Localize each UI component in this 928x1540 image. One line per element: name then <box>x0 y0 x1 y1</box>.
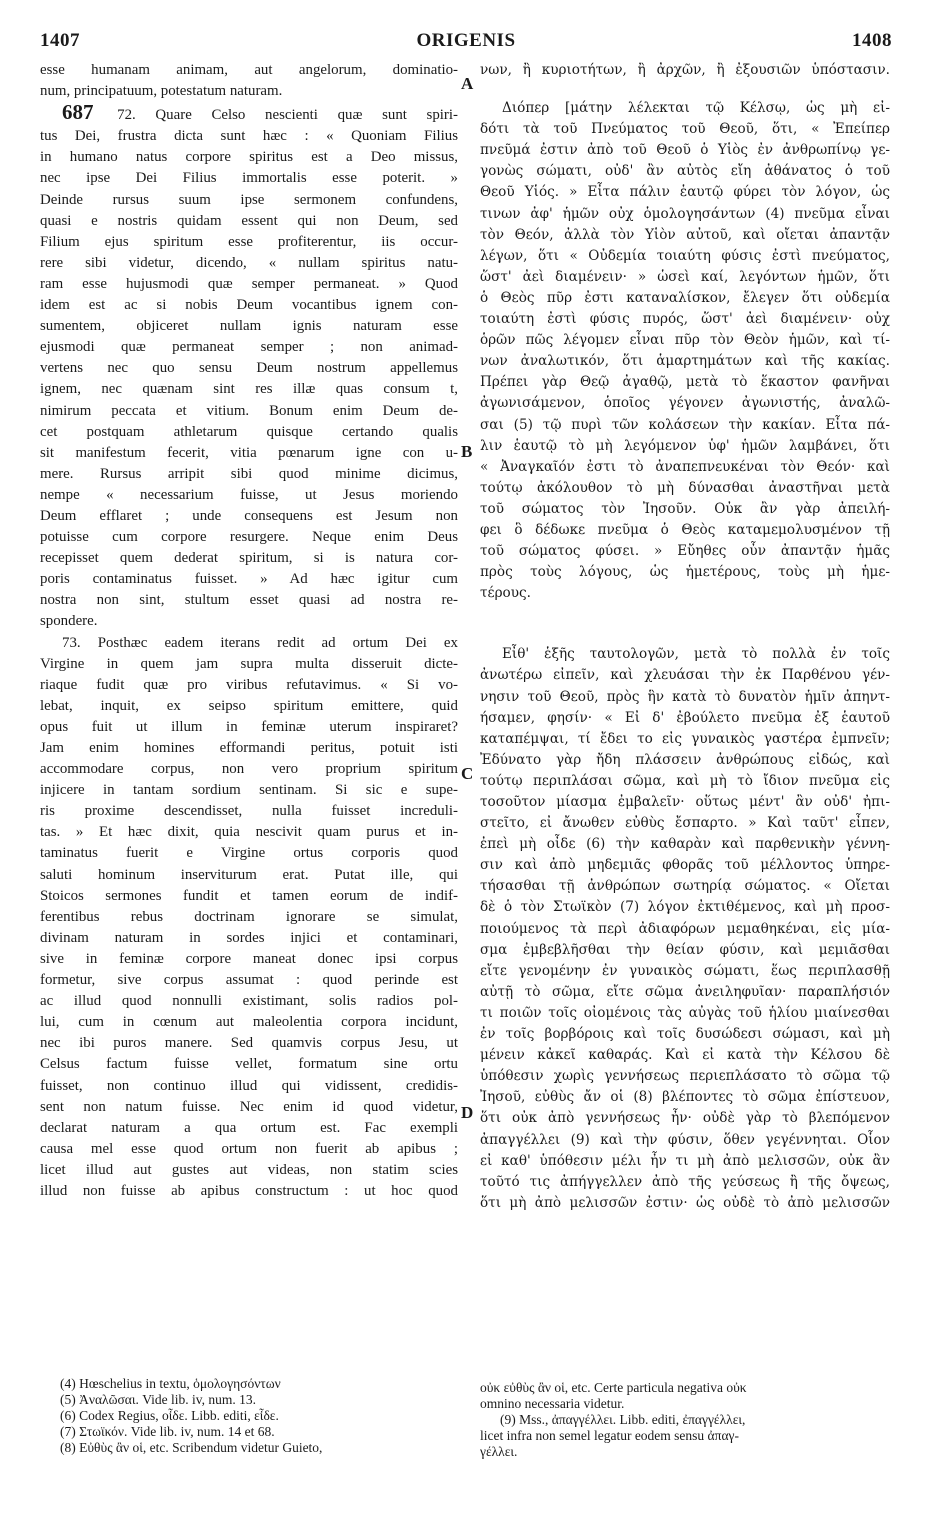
latin-line: num, principatuum, potestatum naturam. <box>40 83 283 100</box>
latin-line: fuisset, non continuo illud qui vidissent, credidis- <box>40 1077 458 1094</box>
latin-line: Stoicos sermones fundit et tamen eorum de indif- <box>40 887 458 904</box>
greek-line: Θεοῦ Υἱός. » Εἶτα πάλιν ἑαυτῷ φύρει τὸν λόγον, ὡς <box>480 184 890 201</box>
greek-line: σιν καὶ ἀπὸ μηδεμιᾶς φθορᾶς τοῦ μέλλοντος ὑπηρε- <box>480 857 890 874</box>
latin-line: nec ipse Dei Filius immortalis esse poterit. » <box>40 170 458 187</box>
greek-line: λιν ἑαυτῷ τὸ μὴ λεγόμενον ὑφ' ἡμῶν λαμβάνει, ὅτι <box>480 437 890 454</box>
footnote-line: (4) Hœschelius in textu, ὁμολογησόντων <box>60 1376 281 1391</box>
footnote-line: (5) Ἀναλῶσαι. Vide lib. iv, num. 13. <box>60 1392 257 1407</box>
latin-line: quasi e nostris quidam essent qui non Deum, sed <box>40 212 458 229</box>
latin-line: Celsus factum fuisse vellet, formatum sine ortu <box>40 1056 458 1073</box>
latin-line: vertens nec quo sensu Deum nostrum appellemus <box>40 360 458 377</box>
paragraph-72-opening: 72. Quare Celso nescienti quæ sunt spiri- <box>117 107 458 124</box>
latin-line: ris proxime descendisset, nulla fuisset increduli- <box>40 803 458 820</box>
greek-line: ὅτι μὴ ἀπὸ μελισσῶν ἐστιν· ὡς οὐδὲ τὸ ἀπὸ μελισσῶν <box>480 1194 890 1211</box>
latin-line: ignem, nec quænam sint res illæ quas consum t, <box>40 381 458 398</box>
latin-line: tus Dei, frustra dicta sunt hæc : « Quoniam Filius <box>40 128 458 145</box>
latin-line: ferentibus rebus doctrinam ignorare se simulat, <box>40 908 458 925</box>
latin-line: recepisset quem dederat spiritum, si is natura cor- <box>40 550 458 567</box>
latin-line: sive in feminæ corpore maneat donec ipsi corpus <box>40 950 458 967</box>
margin-letter-d: D <box>461 1103 474 1122</box>
greek-line: Πρέπει γὰρ Θεῷ ἀγαθῷ, μετὰ τὸ ἕκαστον φανῆναι <box>480 374 890 391</box>
greek-line: ἐπεὶ μὴ οἶδε (6) τὴν καθαρὰν καὶ παρθενικὴν γέννη- <box>480 836 890 853</box>
left-column-number: 1407 <box>40 30 80 51</box>
greek-line: μένειν κἀκεῖ καθαράς. Καὶ εἰ κατὰ τὴν Κέλσου δὲ <box>480 1047 890 1064</box>
latin-line: Jam enim homines efformandi peritus, potuit isti <box>40 740 458 756</box>
margin-letter-a: A <box>461 74 474 93</box>
greek-line: φει ὃ δέδωκε πνεῦμα ὁ Θεὸς καταμεμολυσμένον τῇ <box>480 521 890 538</box>
greek-line: σαι (5) τῷ πυρὶ τῶν κολάσεων τὴν κακίαν. Εἶτα πά- <box>480 416 890 433</box>
greek-line: τήσασθαι τῇ ἀνθρώπων σωτηρίᾳ σώματος. « Οἴεται <box>480 878 890 895</box>
greek-line: πρὸς τοὺς λόγους, ὡς ἡμετέρους, τοὺς μὴ ἡμε- <box>480 564 890 581</box>
latin-line: riaque fudit quæ pro viribus refutavimus. « Si vo- <box>40 676 458 693</box>
greek-line: τοῦτό τις ἀπήγγελλεν ἀπὸ τῆς γεύσεως ἢ τῆς ὄψεως, <box>480 1173 890 1190</box>
greek-line: ὑπόθεσιν χωρὶς γεννήσεως περιεπλάσατο τὸ σῶμα τῷ <box>480 1068 890 1085</box>
greek-line: στεῖτο, εἰ ἄνωθεν εὐθὺς ἔσπαρτο. » Καὶ ταῦτ' εἶπεν, <box>480 815 890 832</box>
greek-line: δὲ ὁ τὸν Στωϊκὸν (7) λόγον ἐκτιθέμενος, καὶ μὴ προσ- <box>480 899 890 916</box>
paragraph-72-first-line <box>40 102 458 126</box>
latin-line: opus fuit ut illum in feminæ uterum inspiraret? <box>40 718 458 735</box>
greek-line: σμα ἐμβεβλῆσθαι τὴν θείαν φύσιν, καὶ μεμιᾶσθαι <box>480 941 890 958</box>
greek-line: τινων ἀφ' ἡμῶν οὐχ ὁμολογησάντων (4) πνεῦμα εἶναι <box>480 205 890 222</box>
greek-line: αὐτῇ τὸ σῶμα, εἴτε σῶμα ἀνειληφυῖαν· παραπλήσιόν <box>480 983 890 1000</box>
greek-line: Εἶθ' ἑξῆς ταυτολογῶν, μετὰ τὸ πολλὰ ἐν τοῖς <box>502 646 890 663</box>
latin-line: formetur, sive corpus assumat : quod perinde est <box>40 972 458 989</box>
greek-line: Ἐδύνατο γὰρ ἤδη πλάσσειν ἀνθρώπους εἰδώς, καὶ <box>480 751 890 768</box>
latin-line: nostra non sint, stultum esset quasi ad nostra re- <box>40 592 458 609</box>
greek-column <box>480 60 890 1214</box>
section-number: 687 <box>62 102 94 125</box>
latin-line: licet illud aut gustes aut videas, non statim scies <box>40 1161 458 1178</box>
latin-line: poris contaminatus fuisset. » Ad hæc igitur cum <box>40 571 458 588</box>
greek-line: τὸν Θεόν, ἀλλὰ τὸν Υἱὸν αὐτοῦ, καὶ οἴεται ἀπαντᾷν <box>480 226 890 243</box>
latin-line: esse humanam animam, aut angelorum, dominatio- <box>40 62 458 78</box>
greek-line: ήσαμεν, φησίν· « Εἰ δ' ἐβούλετο πνεῦμα ἐξ ἑαυτοῦ <box>480 709 890 726</box>
margin-letter-b: B <box>461 442 473 461</box>
footnote-line: (7) Στωϊκόν. Vide lib. iv, num. 14 et 68. <box>60 1424 275 1439</box>
latin-line: ac illud quod nonnulli existimant, solis radios pol- <box>40 993 458 1010</box>
latin-column <box>40 60 458 1202</box>
greek-line: ὁρῶν πῶς λέγομεν εἶναι πῦρ τὸν Θεὸν ἡμῶν, καὶ τί- <box>480 332 890 349</box>
greek-line: εἴτε γενομένην ἐν γυναικὸς σώματι, ἕως περιπλασθῇ <box>480 962 890 979</box>
greek-line: Διόπερ [μάτην λέλεκται τῷ Κέλσῳ, ὡς μὴ εἰ- <box>502 100 890 117</box>
latin-line: nempe « necessarium fuisse, ut Jesus moriendo <box>40 486 458 503</box>
latin-line: injicere in tantam sordium sentinam. Si sic e supe- <box>40 782 458 799</box>
greek-line: τι ποιῶν τοῖς οἰομένοις τὰς αὐγὰς τοῦ ἡλίου μιαίνεσθαι <box>480 1004 890 1021</box>
latin-line: Filium ejus spiritum esse profiterentur, iis occur- <box>40 233 458 250</box>
latin-line: causa mel esse quod ortum non fuerit ab apibus ; <box>40 1140 458 1157</box>
greek-line: δότι τὰ τοῦ Πνεύματος τοῦ Θεοῦ, ὅτι, « Ἐπείπερ <box>480 121 890 138</box>
latin-line: nec ibi puros manere. Sed quamvis corpus Jesu, ut <box>40 1035 458 1052</box>
footnotes-right <box>480 1380 890 1460</box>
footnotes-left <box>60 1376 450 1456</box>
greek-line: ποιούμενος τὰ περὶ ἀδιαφόρων μεμαθηκέναι, εἰς μία- <box>480 920 890 937</box>
footnote-line: licet infra non semel legatur eodem sensu ἀπαγ- <box>480 1428 739 1443</box>
latin-line: sent non natum fuisse. Nec enim id quod videtur, <box>40 1098 458 1115</box>
latin-line: nimirum peccata et vitium. Bonum enim Deum de- <box>40 402 458 419</box>
greek-line: ὁ Θεὸς πῦρ ἐστι καταναλίσκον, ἔλεγεν ὅτι οὐδεμία <box>480 289 890 306</box>
latin-line: potuisse cum corpore resurgere. Neque enim Deus <box>40 529 458 546</box>
latin-line: tas. » Et hæc dixit, quia nescivit quam purus et in- <box>40 824 458 841</box>
greek-line: ἐν τοῖς βορβόροις καὶ τοῖς δυσώδεσι σώμασι, καὶ μὴ <box>480 1026 890 1043</box>
greek-line: τούτῳ ἀκόλουθον τὸ μὴ δύνασθαι ἀναστῆναι μετὰ <box>480 479 890 496</box>
greek-line: ἀνωτέρω εἰπεῖν, καὶ χλευάσαι τὴν ἐκ Παρθένου γέν- <box>480 667 890 684</box>
page-header <box>40 30 892 56</box>
footnote-line: omnino necessaria videtur. <box>480 1396 625 1411</box>
latin-line: spondere. <box>40 613 98 630</box>
running-title: ORIGENIS <box>416 30 516 51</box>
latin-line: rere sibi videtur, dicendo, « nullam spiritus natu- <box>40 254 458 271</box>
latin-line: divinam naturam in sordes injici et contaminari, <box>40 929 458 946</box>
footnote-line: οὐκ εὐθὺς ἂν οἱ, etc. Certe particula negativa οὐκ <box>480 1380 747 1395</box>
paragraph-73-first-line: 73. Posthæc eadem iterans redit ad ortum Dei ex <box>62 634 458 651</box>
margin-letter-c: C <box>461 764 474 783</box>
greek-line: νων ἀναλωτικόν, ὅτι ἁμαρτημάτων καὶ τῆς κακίας. <box>480 353 890 370</box>
greek-line: γονὼς σώματι, οὐδ' ἂν αὐτὸς εἴη ἀθάνατος ὁ τοῦ <box>480 163 890 180</box>
latin-line: accommodare corpus, non vero proprium spiritum <box>40 761 458 778</box>
latin-line: ram esse hujusmodi quæ semper permaneat. » Quod <box>40 275 458 292</box>
footnote-line: (6) Codex Regius, οἶδε. Libb. editi, εἶδε. <box>60 1408 279 1423</box>
latin-line: cet postquam athletarum quisque certando qualis <box>40 423 458 440</box>
greek-line: ἀπαγγέλλει (9) καὶ τὴν φύσιν, ὅθεν γεγέννηται. Οἷον <box>480 1131 890 1148</box>
greek-line: ἀγωνισάμενον, ὁποῖος γέγονεν ἀγωνιστής, ἀναλῶ- <box>480 395 890 412</box>
greek-line: νων, ἢ κυριοτήτων, ἢ ἀρχῶν, ἢ ἐξουσιῶν ὑπόστασιν. <box>480 62 890 78</box>
latin-line: sumentem, objiceret nullam ignis naturam esse <box>40 318 458 335</box>
latin-line: mere. Rursus arripit sibi quod minime dicimus, <box>40 465 458 482</box>
greek-line: τοῦ σώματος τὸν Ἰησοῦν. Οὐκ ἂν γὰρ ἀπειλή- <box>480 500 890 517</box>
greek-line: ὅτι οὐκ ἀπὸ γεννήσεως ἦν· οὐδὲ γὰρ τὸ βλεπόμενον <box>480 1110 890 1127</box>
greek-line: νησιν τοῦ Θεοῦ, πρὸς ἣν κατὰ τὸ δυνατὸν ἡμῖν ἀπηντ- <box>480 688 890 705</box>
greek-line: Ἰησοῦ, εὐθὺς ἄν οἱ (8) βλέποντες τὸ σῶμα ἐπίστευον, <box>480 1089 890 1106</box>
greek-line: λέγων, ὅτι « Οὐδεμία τοιαύτη φύσις ἐστὶ πνεύματος, <box>480 247 890 264</box>
latin-line: sit manifestum fecerit, vitia pœnarum igne con u- <box>40 444 458 461</box>
greek-line: εἰ καθ' ὑπόθεσιν μέλι ἦν τι μὴ ἀπὸ μελισσῶν, οὐκ ἂν <box>480 1152 890 1169</box>
latin-line: lui, cum in cœnum aut maleolentia corpora incidunt, <box>40 1014 458 1031</box>
footnote-line: (9) Mss., ἀπαγγέλλει. Libb. editi, ἐπαγγέλλει, <box>500 1412 746 1427</box>
greek-line: « Ἀναγκαῖόν ἐστι τὸ ἀναπεπνευκέναι τὸν Θεόν· καὶ <box>480 458 890 475</box>
latin-line: Virgine in quem jam supra multa disseruit dicte- <box>40 655 458 672</box>
right-column-number: 1408 <box>852 30 892 51</box>
greek-line: τοῦ σώματος φύσει. » Εὔηθες οὖν ἀπαντᾷν ἡμᾶς <box>480 543 890 560</box>
greek-line: τέρους. <box>480 585 531 602</box>
latin-line: in humano natus corpore spiritus est a Deo missus, <box>40 149 458 166</box>
greek-line: τούτῳ περιπλάσαι σῶμα, καὶ μὴ τὸ ἴδιον πνεῦμα εἰς <box>480 772 890 789</box>
greek-line: πνεῦμά ἐστιν ἀπὸ τοῦ Θεοῦ ὁ Υἱὸς ἐν ἀνθρωπίνῳ γε- <box>480 142 890 159</box>
latin-line: saluti hominum inserviturum erat. Putat ille, qui <box>40 866 458 883</box>
greek-line: καταπέμψαι, τί ἔδει το εἰς γυναικὸς γαστέρα ἐμπνεῖν; <box>480 730 890 747</box>
footnote-line: γέλλει. <box>480 1444 518 1459</box>
greek-line: τοσοῦτον μίασμα ἐμβαλεῖν· οὕτως μέντ' ἂν οὐδ' ἠπι- <box>480 794 890 810</box>
footnote-line: (8) Εὐθὺς ἂν οἱ, etc. Scribendum videtur Guieto, <box>60 1440 323 1455</box>
latin-line: declarat naturam a qua ortum est. Fac exempli <box>40 1119 458 1136</box>
latin-line: taminatus fuerit e Virgine ortus corporis quod <box>40 845 458 862</box>
latin-line: Deum efflaret ; unde consequens est Jesum non <box>40 507 458 524</box>
latin-line: Deinde rursus suum ipse sermonem confundens, <box>40 191 458 208</box>
latin-line: idem est ac si nobis Deum vocantibus ignem con- <box>40 297 458 314</box>
greek-line: ὥστ' ἀεὶ διαμένειν· » ὡσεὶ καί, λεγόντων ἡμῶν, ὅτι <box>480 268 890 285</box>
greek-line: τοιαύτη ἐστὶ φύσις πυρός, ὥστ' ἀεὶ διαμένειν· οὐχ <box>480 311 890 328</box>
latin-line: lebat, inquit, ex seipso spiritum emittere, quid <box>40 697 458 714</box>
latin-line: illud non fuisse ab apibus constructum : ut hoc quod <box>40 1182 458 1199</box>
latin-line: ejusmodi quæ permaneat semper ; non animad- <box>40 339 458 356</box>
